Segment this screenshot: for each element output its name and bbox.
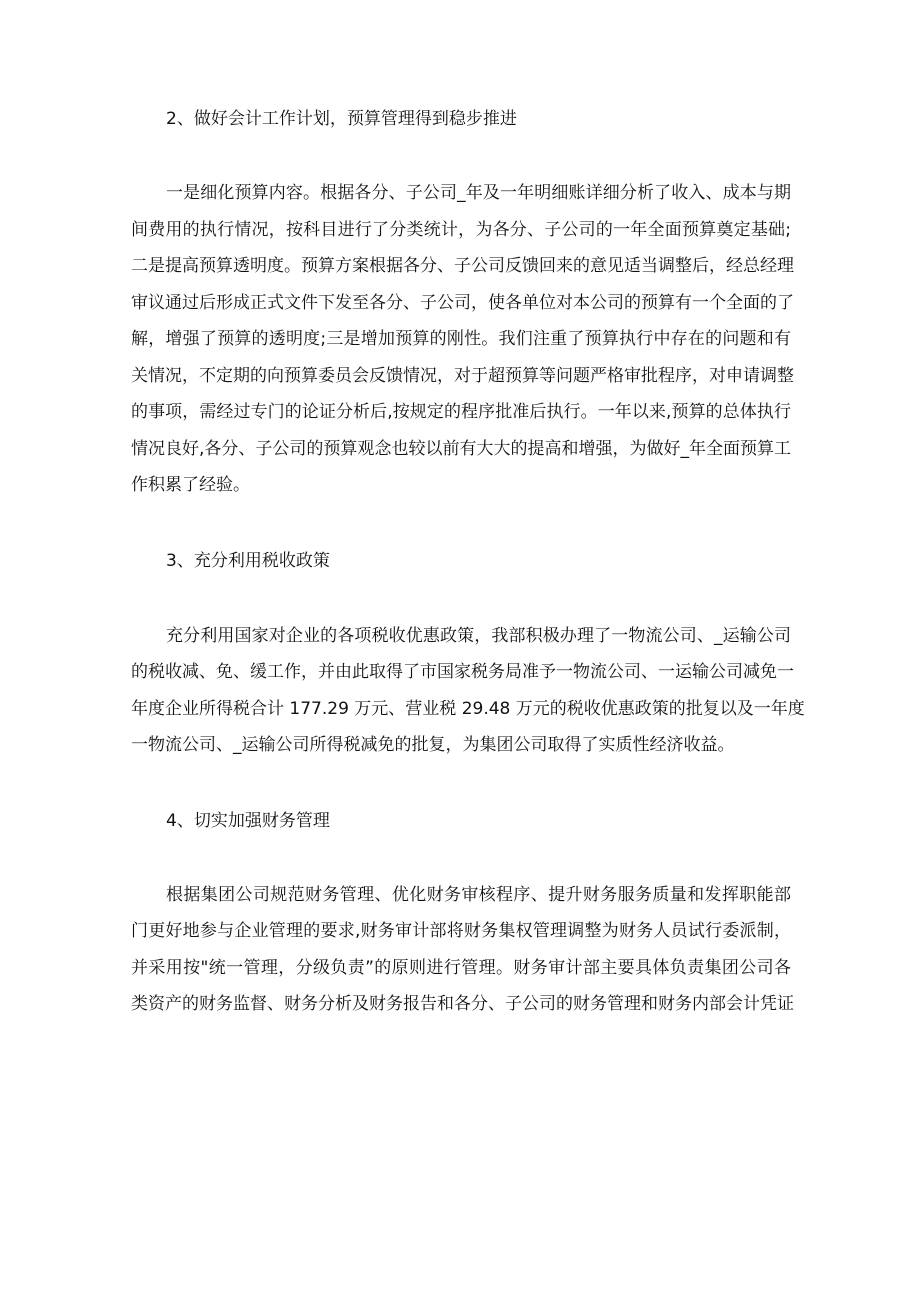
text-line: 的事项，需经过专门的论证分析后,按规定的程序批准后执行。一年以来,预算的总体执行 bbox=[131, 402, 791, 422]
text-line: 门更好地参与企业管理的要求,财务审计部将财务集权管理调整为财务人员试行委派制， bbox=[131, 921, 791, 941]
paragraph-tax-policy bbox=[131, 618, 805, 764]
text-line: 作积累了经验。 bbox=[131, 475, 250, 495]
section-heading-tax-policy: 3、充分利用税收政策 bbox=[166, 550, 330, 571]
text-line: 类资产的财务监督、财务分析及财务报告和各分、子公司的财务管理和财务内部会计凭证 bbox=[131, 994, 794, 1014]
text-line: 的税收减、免、缓工作，并由此取得了市国家税务局准予一物流公司、一运输公司减免一 bbox=[131, 662, 794, 682]
document-body bbox=[131, 104, 805, 1023]
text-line: 一物流公司、_运输公司所得税减免的批复，为集团公司取得了实质性经济收益。 bbox=[131, 735, 735, 755]
text-line: 关情况，不定期的向预算委员会反馈情况，对于超预算等问题严格审批程序，对申请调整 bbox=[131, 365, 794, 386]
text-line: 审议通过后形成正式文件下发至各分、子公司，使各单位对本公司的预算有一个全面的了 bbox=[131, 292, 794, 313]
section-heading-budget: 2、做好会计工作计划，预算管理得到稳步推进 bbox=[166, 109, 517, 129]
text-line: 间费用的执行情况，按科目进行了分类统计，为各分、子公司的一年全面预算奠定基础; bbox=[131, 219, 791, 240]
text-line: 年度企业所得税合计 177.29 万元、营业税 29.48 万元的税收优惠政策的批复以及一年度 bbox=[131, 698, 805, 719]
text-line: 并采用按"统一管理，分级负责”的原则进行管理。财务审计部主要具体负责集团公司各 bbox=[131, 957, 791, 978]
text-line: 情况良好,各分、子公司的预算观念也较以前有大大的提高和增强，为做好_年全面预算工 bbox=[131, 438, 791, 459]
text-line: 根据集团公司规范财务管理、优化财务审核程序、提升财务服务质量和发挥职能部 bbox=[166, 884, 791, 905]
text-line: 二是提高预算透明度。预算方案根据各分、子公司反馈回来的意见适当调整后，经总经理 bbox=[131, 256, 794, 276]
text-line: 一是细化预算内容。根据各分、子公司_年及一年明细账详细分析了收入、成本与期 bbox=[166, 183, 791, 203]
paragraph-financial-management bbox=[131, 877, 794, 1023]
section-heading-financial-management: 4、切实加强财务管理 bbox=[166, 810, 330, 831]
text-line: 解，增强了预算的透明度;三是增加预算的刚性。我们注重了预算执行中存在的问题和有 bbox=[131, 329, 791, 349]
paragraph-budget bbox=[131, 175, 794, 504]
text-line: 充分利用国家对企业的各项税收优惠政策，我部积极办理了一物流公司、_运输公司 bbox=[166, 625, 791, 646]
